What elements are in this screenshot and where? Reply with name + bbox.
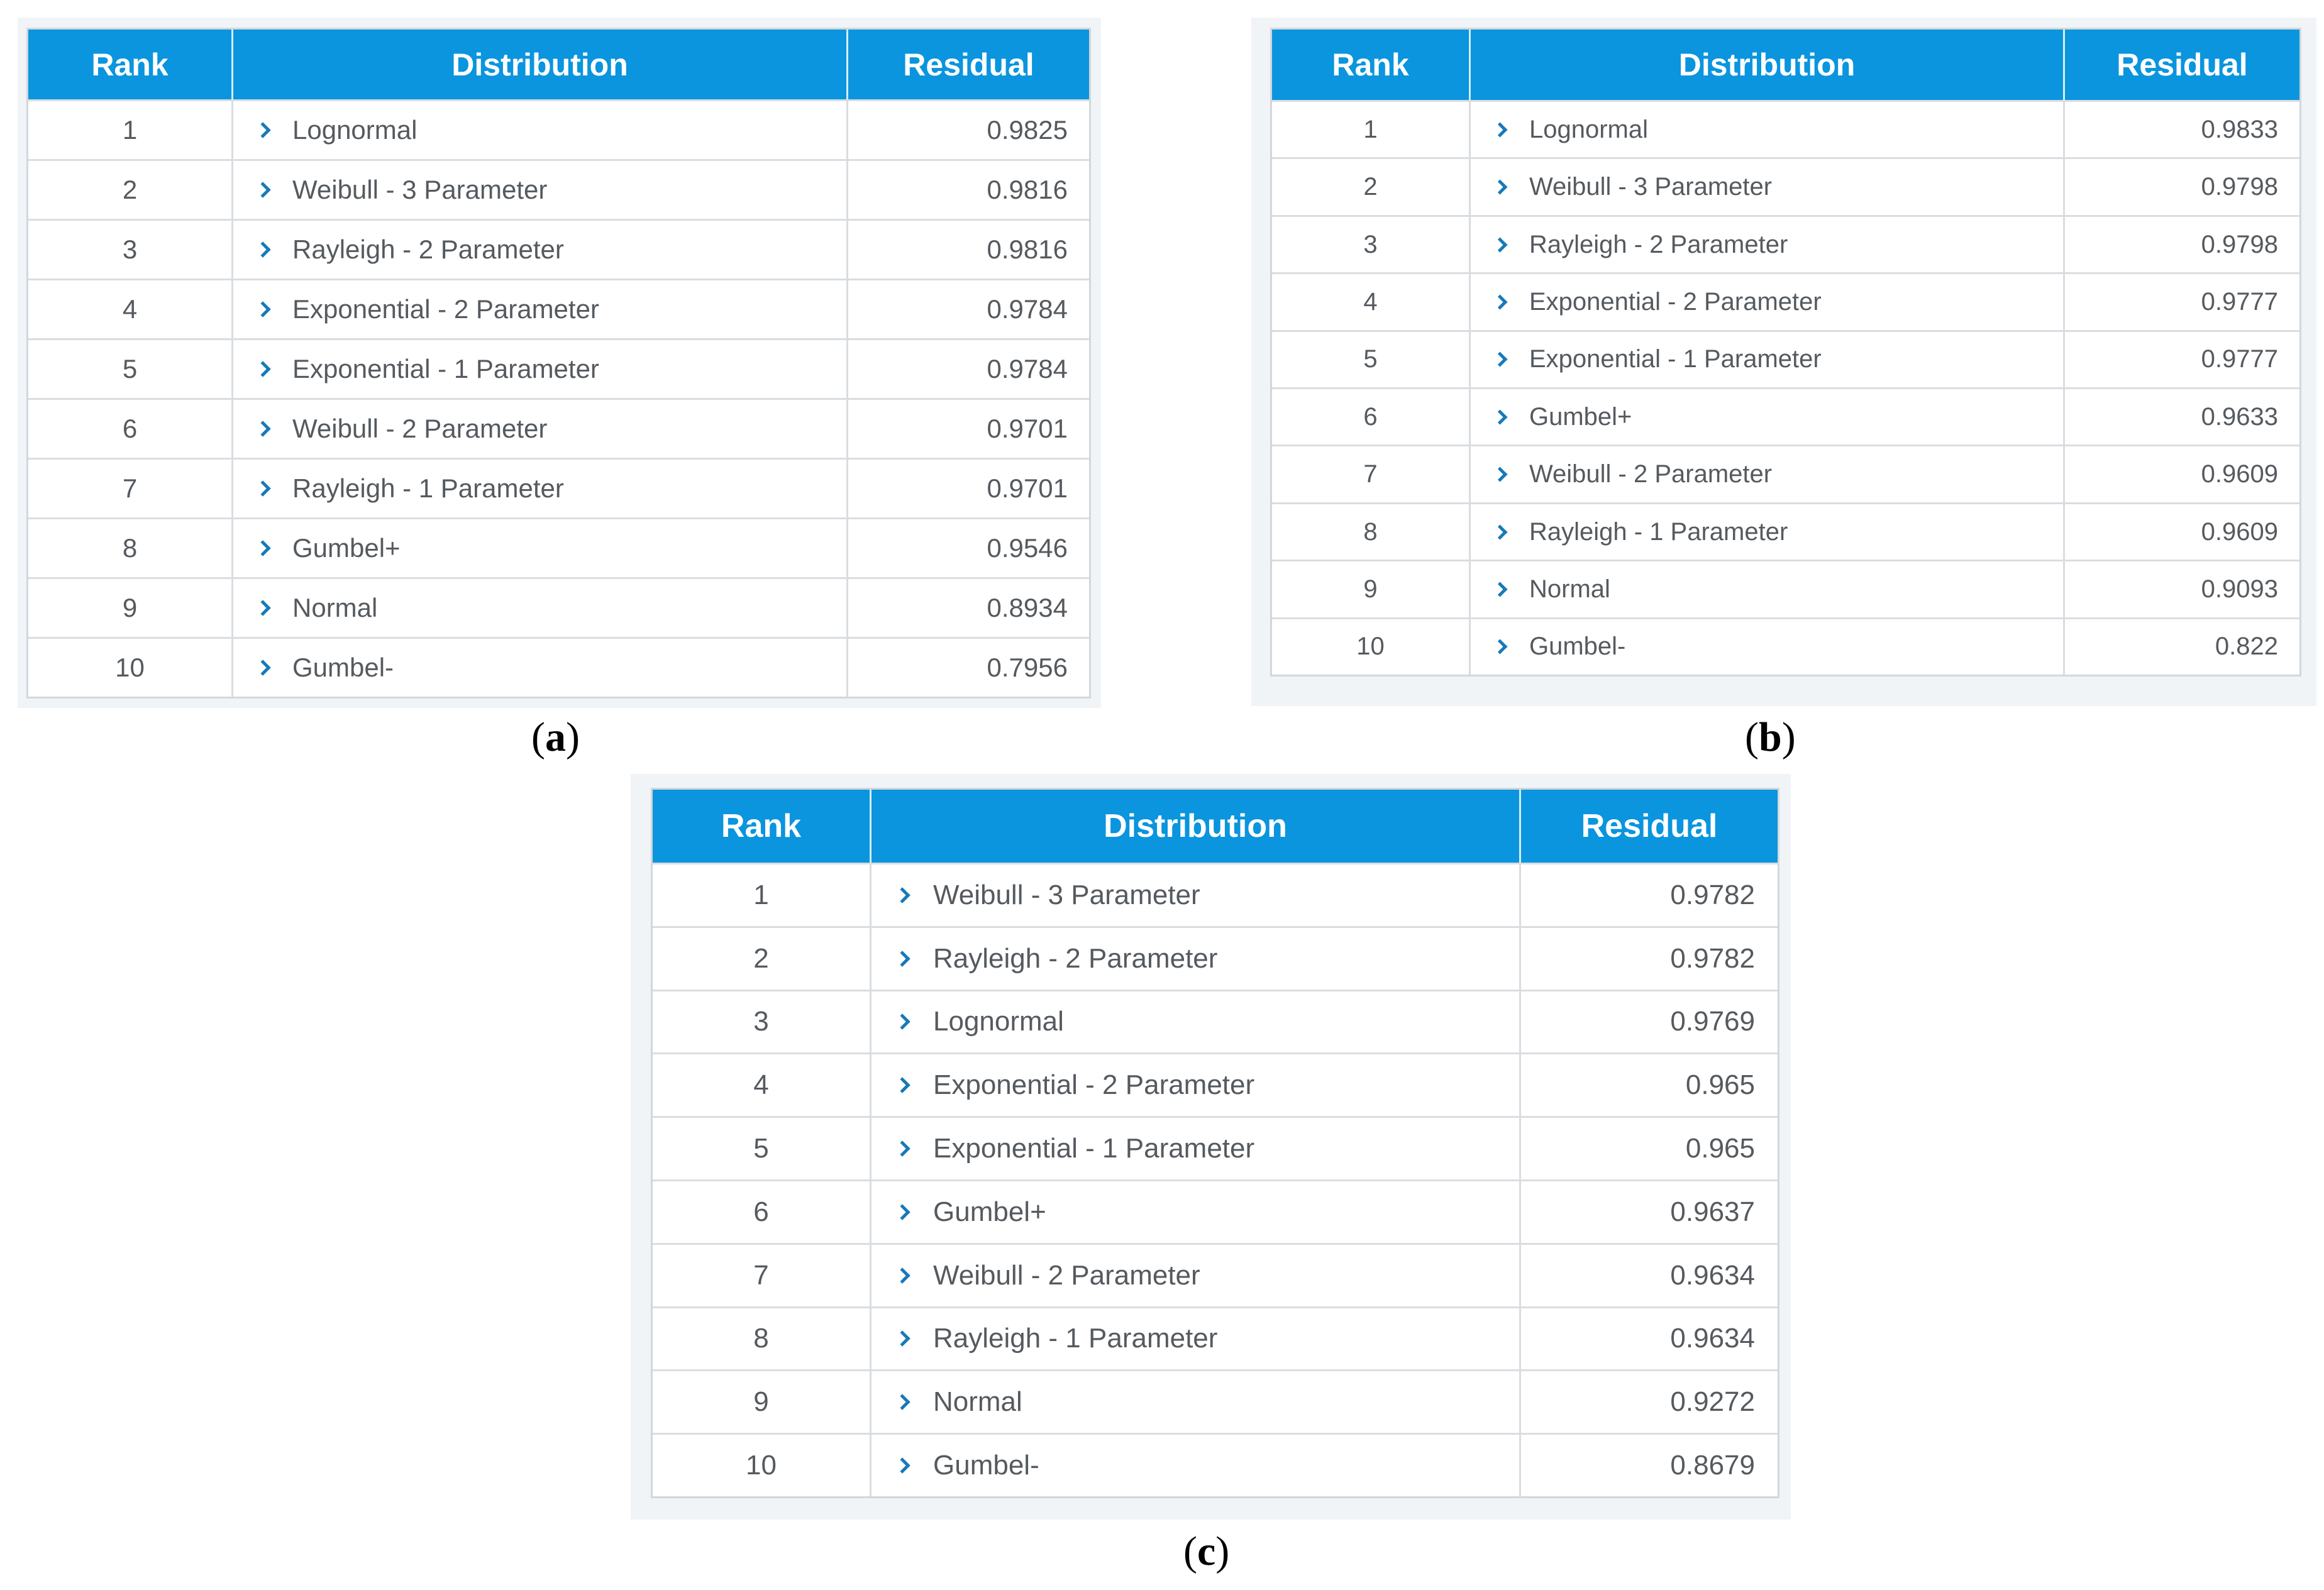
distribution-cell <box>233 101 848 159</box>
residual-cell: 0.9609 <box>2201 517 2278 546</box>
distribution-cell <box>233 400 848 458</box>
column-header-rank[interactable]: Rank <box>1272 30 1471 100</box>
caption-b: (b) <box>1745 714 1796 760</box>
distribution-table-b <box>1270 28 2301 676</box>
chevron-right-icon[interactable] <box>255 182 270 197</box>
caption-c: (c) <box>1183 1528 1230 1574</box>
distribution-cell <box>1471 332 2065 387</box>
distribution-name: Exponential - 1 Parameter <box>933 1133 1255 1164</box>
residual-cell: 0.9833 <box>2201 115 2278 143</box>
chevron-right-icon[interactable] <box>1492 122 1507 137</box>
chevron-right-icon[interactable] <box>255 241 270 257</box>
distribution-cell <box>872 1181 1521 1243</box>
distribution-name: Rayleigh - 2 Parameter <box>1529 230 1788 258</box>
distribution-cell <box>233 221 848 279</box>
distribution-cell <box>233 280 848 338</box>
chevron-right-icon[interactable] <box>1492 409 1507 424</box>
distribution-name: Exponential - 2 Parameter <box>1529 287 1822 316</box>
chevron-right-icon[interactable] <box>894 1457 910 1473</box>
distribution-cell <box>233 161 848 219</box>
chevron-right-icon[interactable] <box>255 361 270 377</box>
distribution-name: Weibull - 2 Parameter <box>1529 460 1773 489</box>
distribution-cell <box>233 460 848 517</box>
rank-cell: 1 <box>28 101 233 159</box>
column-header-rank[interactable]: Rank <box>653 790 872 863</box>
column-header-residual[interactable]: Residual <box>1581 808 1718 844</box>
distribution-cell <box>872 928 1521 990</box>
chevron-right-icon[interactable] <box>894 1204 910 1220</box>
residual-cell: 0.9777 <box>2201 345 2278 373</box>
chevron-right-icon[interactable] <box>255 421 270 436</box>
table-row[interactable] <box>1272 272 2299 329</box>
rank-cell: 9 <box>1272 561 1471 617</box>
rank-cell: 10 <box>28 639 233 697</box>
chevron-right-icon[interactable] <box>894 951 910 966</box>
chevron-right-icon[interactable] <box>255 480 270 496</box>
distribution-name: Rayleigh - 1 Parameter <box>1529 517 1788 546</box>
table-header <box>1272 30 2299 100</box>
table-row[interactable] <box>653 990 1778 1053</box>
table-row[interactable] <box>28 637 1089 697</box>
residual-cell: 0.7956 <box>987 653 1068 682</box>
table-header <box>28 30 1089 99</box>
chevron-right-icon[interactable] <box>1492 639 1507 654</box>
table-row[interactable] <box>28 458 1089 517</box>
residual-cell: 0.9798 <box>2201 230 2278 258</box>
distribution-cell <box>1471 446 2065 502</box>
residual-cell: 0.9816 <box>987 175 1068 204</box>
rank-cell: 5 <box>1272 332 1471 387</box>
distribution-table-c <box>651 788 1779 1498</box>
distribution-name: Exponential - 1 Parameter <box>292 354 599 384</box>
table-row[interactable] <box>653 1369 1778 1433</box>
rank-cell: 7 <box>653 1245 872 1306</box>
chevron-right-icon[interactable] <box>894 1078 910 1093</box>
residual-cell: 0.9546 <box>987 533 1068 563</box>
residual-cell: 0.9633 <box>2201 402 2278 431</box>
residual-cell: 0.9798 <box>2201 173 2278 201</box>
distribution-name: Weibull - 3 Parameter <box>933 879 1200 910</box>
distribution-name: Gumbel- <box>933 1450 1039 1481</box>
distribution-name: Gumbel+ <box>292 533 401 563</box>
residual-cell: 0.9609 <box>2201 460 2278 489</box>
rank-cell: 4 <box>1272 274 1471 329</box>
chevron-right-icon[interactable] <box>255 122 270 138</box>
residual-cell: 0.9272 <box>1670 1386 1755 1418</box>
chevron-right-icon[interactable] <box>255 600 270 616</box>
residual-cell: 0.9784 <box>987 294 1068 324</box>
distribution-name: Gumbel- <box>292 653 394 682</box>
residual-cell: 0.9769 <box>1670 1006 1755 1037</box>
distribution-name: Gumbel+ <box>1529 402 1632 431</box>
table-row[interactable] <box>28 279 1089 338</box>
chevron-right-icon[interactable] <box>1492 352 1507 367</box>
residual-cell: 0.9701 <box>987 414 1068 443</box>
rank-cell: 6 <box>653 1181 872 1243</box>
table-row[interactable] <box>653 1306 1778 1370</box>
chevron-right-icon[interactable] <box>255 660 270 675</box>
chevron-right-icon[interactable] <box>1492 180 1507 195</box>
rank-cell: 7 <box>28 460 233 517</box>
distribution-cell <box>872 864 1521 926</box>
column-header-residual[interactable]: Residual <box>903 47 1034 82</box>
table-row[interactable] <box>653 926 1778 990</box>
distribution-cell <box>872 991 1521 1053</box>
distribution-name: Exponential - 1 Parameter <box>1529 345 1822 373</box>
rank-cell: 3 <box>28 221 233 279</box>
residual-cell: 0.9784 <box>987 354 1068 384</box>
residual-cell: 0.9782 <box>1670 942 1755 974</box>
table-row[interactable] <box>28 159 1089 219</box>
chevron-right-icon[interactable] <box>1492 237 1507 252</box>
distribution-cell <box>1471 159 2065 214</box>
rank-cell: 3 <box>653 991 872 1053</box>
rank-cell: 4 <box>28 280 233 338</box>
distribution-cell <box>233 639 848 697</box>
rank-cell: 8 <box>28 519 233 577</box>
distribution-name: Exponential - 2 Parameter <box>933 1069 1255 1101</box>
residual-cell: 0.9637 <box>1670 1196 1755 1227</box>
table-row[interactable] <box>28 219 1089 279</box>
rank-cell: 10 <box>653 1435 872 1496</box>
table-row[interactable] <box>1272 617 2299 675</box>
table-row[interactable] <box>1272 330 2299 387</box>
residual-cell: 0.9782 <box>1670 879 1755 910</box>
chevron-right-icon[interactable] <box>1492 582 1507 597</box>
distribution-cell <box>872 1435 1521 1496</box>
rank-cell: 1 <box>1272 102 1471 157</box>
rank-cell: 4 <box>653 1054 872 1116</box>
table-row[interactable] <box>1272 444 2299 502</box>
distribution-cell <box>872 1054 1521 1116</box>
table-row[interactable] <box>653 1116 1778 1179</box>
distribution-cell <box>233 579 848 637</box>
distribution-cell <box>1471 389 2065 444</box>
table-row[interactable] <box>653 1243 1778 1306</box>
caption-b-label: b <box>1758 714 1782 760</box>
residual-cell: 0.9701 <box>987 473 1068 503</box>
rank-cell: 8 <box>1272 504 1471 560</box>
chevron-right-icon[interactable] <box>894 1331 910 1347</box>
chevron-right-icon[interactable] <box>894 1014 910 1030</box>
distribution-cell <box>1471 102 2065 157</box>
table-header <box>653 790 1778 863</box>
chevron-right-icon[interactable] <box>894 1394 910 1410</box>
distribution-name: Normal <box>933 1386 1022 1418</box>
distribution-name: Normal <box>1529 575 1610 603</box>
rank-cell: 6 <box>28 400 233 458</box>
table-row[interactable] <box>653 1052 1778 1116</box>
distribution-name: Weibull - 2 Parameter <box>292 414 548 443</box>
distribution-name: Gumbel- <box>1529 632 1626 661</box>
distribution-cell <box>1471 274 2065 329</box>
residual-cell: 0.965 <box>1685 1069 1755 1101</box>
column-header-distribution[interactable]: Distribution <box>1471 30 2065 100</box>
column-header-distribution[interactable]: Distribution <box>872 790 1521 863</box>
residual-cell: 0.8679 <box>1670 1450 1755 1481</box>
residual-cell: 0.9816 <box>987 235 1068 264</box>
table-row[interactable] <box>653 1179 1778 1243</box>
rank-cell: 5 <box>28 340 233 398</box>
chevron-right-icon[interactable] <box>894 1140 910 1156</box>
table-row[interactable] <box>1272 560 2299 617</box>
column-header-distribution[interactable]: Distribution <box>233 30 848 99</box>
rank-cell: 8 <box>653 1308 872 1370</box>
distribution-name: Rayleigh - 2 Parameter <box>292 235 564 264</box>
table-row[interactable] <box>1272 502 2299 560</box>
table-row[interactable] <box>1272 100 2299 157</box>
table-row[interactable] <box>28 99 1089 159</box>
caption-a-label: a <box>545 714 566 760</box>
residual-cell: 0.9634 <box>1670 1323 1755 1354</box>
table-row[interactable] <box>1272 215 2299 272</box>
chevron-right-icon[interactable] <box>894 1267 910 1283</box>
distribution-name: Normal <box>292 593 378 622</box>
distribution-cell <box>233 519 848 577</box>
rank-cell: 9 <box>653 1371 872 1433</box>
residual-cell: 0.965 <box>1685 1133 1755 1164</box>
table-row[interactable] <box>1272 387 2299 444</box>
distribution-cell <box>1471 504 2065 560</box>
rank-cell: 9 <box>28 579 233 637</box>
distribution-name: Rayleigh - 1 Parameter <box>292 473 564 503</box>
rank-cell: 3 <box>1272 217 1471 272</box>
residual-cell: 0.8934 <box>987 593 1068 622</box>
rank-cell: 10 <box>1272 619 1471 675</box>
table-row[interactable] <box>28 517 1089 577</box>
distribution-cell <box>233 340 848 398</box>
rank-cell: 5 <box>653 1118 872 1179</box>
residual-cell: 0.9093 <box>2201 575 2278 603</box>
rank-cell: 1 <box>653 864 872 926</box>
distribution-name: Lognormal <box>1529 115 1649 143</box>
distribution-name: Gumbel+ <box>933 1196 1046 1227</box>
distribution-name: Exponential - 2 Parameter <box>292 294 599 324</box>
table-row[interactable] <box>28 577 1089 637</box>
distribution-cell <box>872 1371 1521 1433</box>
residual-cell: 0.9634 <box>1670 1259 1755 1291</box>
distribution-cell <box>1471 619 2065 675</box>
distribution-name: Rayleigh - 1 Parameter <box>933 1323 1218 1354</box>
rank-cell: 2 <box>28 161 233 219</box>
table-row[interactable] <box>28 338 1089 398</box>
distribution-cell <box>872 1118 1521 1179</box>
caption-c-label: c <box>1197 1528 1216 1574</box>
column-header-rank[interactable]: Rank <box>28 30 233 99</box>
distribution-name: Weibull - 3 Parameter <box>1529 173 1773 201</box>
distribution-table-a <box>26 28 1091 698</box>
chevron-right-icon[interactable] <box>1492 524 1507 539</box>
residual-cell: 0.9825 <box>987 115 1068 145</box>
table-row[interactable] <box>1272 157 2299 214</box>
table-row[interactable] <box>653 863 1778 926</box>
distribution-name: Lognormal <box>292 115 418 145</box>
distribution-name: Lognormal <box>933 1006 1064 1037</box>
chevron-right-icon[interactable] <box>255 540 270 556</box>
caption-a: (a) <box>531 714 580 760</box>
distribution-cell <box>1471 217 2065 272</box>
residual-cell: 0.9777 <box>2201 287 2278 316</box>
chevron-right-icon[interactable] <box>1492 294 1507 309</box>
table-row[interactable] <box>28 398 1089 458</box>
distribution-name: Weibull - 2 Parameter <box>933 1259 1200 1291</box>
distribution-cell <box>872 1308 1521 1370</box>
chevron-right-icon[interactable] <box>894 887 910 903</box>
rank-cell: 7 <box>1272 446 1471 502</box>
table-row[interactable] <box>653 1433 1778 1496</box>
column-header-residual[interactable]: Residual <box>2116 47 2248 82</box>
rank-cell: 6 <box>1272 389 1471 444</box>
rank-cell: 2 <box>1272 159 1471 214</box>
rank-cell: 2 <box>653 928 872 990</box>
chevron-right-icon[interactable] <box>255 301 270 317</box>
chevron-right-icon[interactable] <box>1492 467 1507 482</box>
distribution-cell <box>1471 561 2065 617</box>
distribution-name: Rayleigh - 2 Parameter <box>933 942 1218 974</box>
distribution-cell <box>872 1245 1521 1306</box>
residual-cell: 0.822 <box>2215 632 2278 661</box>
distribution-name: Weibull - 3 Parameter <box>292 175 548 204</box>
